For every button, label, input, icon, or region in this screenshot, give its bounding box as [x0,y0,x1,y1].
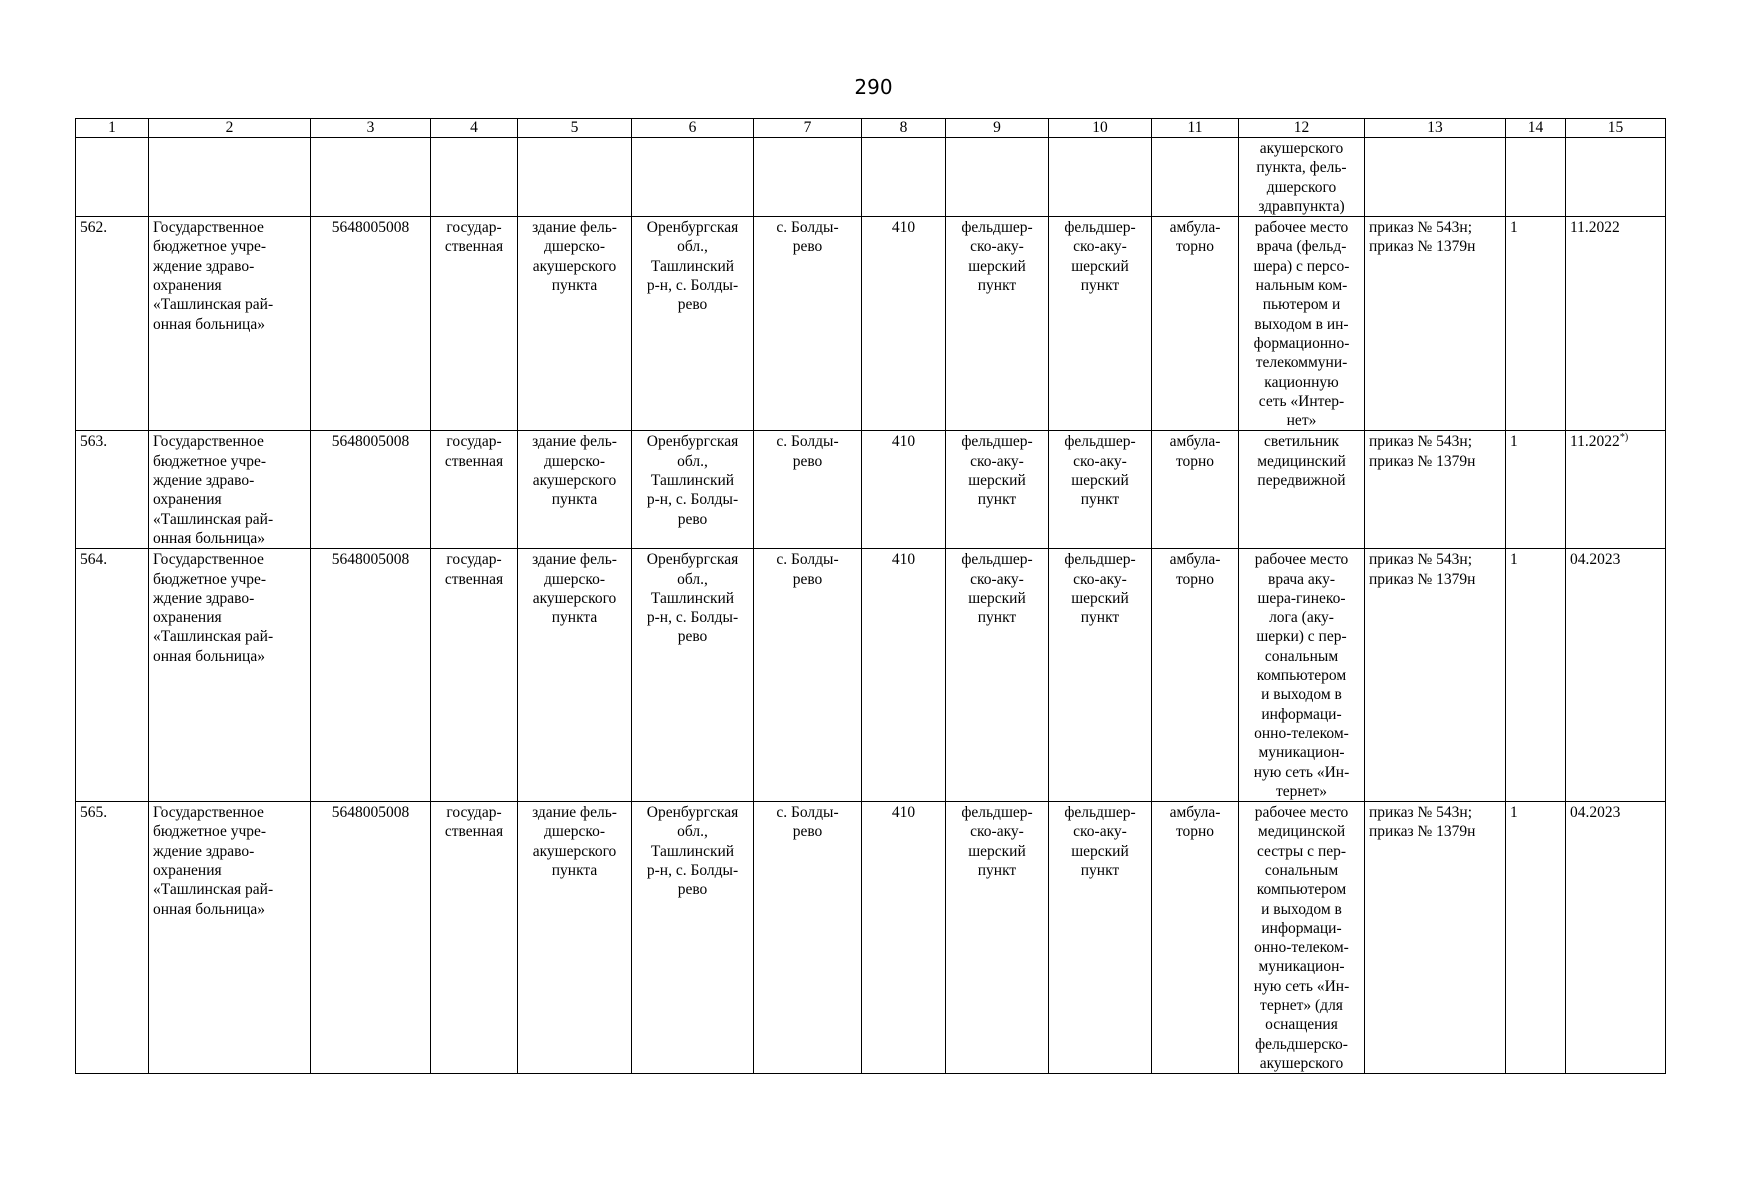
date-value: 11.2022 [1570,433,1620,451]
basis-cell: приказ № 543н; приказ № 1379н [1365,802,1506,1074]
basis-cell: приказ № 543н; приказ № 1379н [1365,549,1506,802]
population-cell: 410 [862,217,946,431]
population-cell: 410 [862,431,946,549]
ownership-cell: государ- ственная [431,802,518,1074]
table-row [76,217,1666,431]
inn-cell: 5648005008 [311,549,431,802]
unit-cell: фельдшер- ско-аку- шерский пункт [1049,217,1152,431]
date-cell [1566,802,1666,1074]
empty-cell [149,138,311,217]
quantity-cell: 1 [1506,217,1566,431]
empty-cell [862,138,946,217]
inn-cell: 5648005008 [311,802,431,1074]
empty-cell [1506,138,1566,217]
settlement-cell: с. Болды- рево [754,802,862,1074]
continuation-row [76,138,1666,217]
quantity-cell: 1 [1506,802,1566,1074]
facility-type-cell: фельдшер- ско-аку- шерский пункт [946,549,1049,802]
empty-cell [76,138,149,217]
equipment-cell: рабочее место врача (фельд- шера) с персо- нальным ком- пьютером и выходом в ин- формационно- телекоммуни- кационную сеть «Интер- нет» [1239,217,1365,431]
empty-cell [1049,138,1152,217]
unit-cell: фельдшер- ско-аку- шерский пункт [1049,802,1152,1074]
building-cell: здание фель- дшерско- акушерского пункта [518,431,632,549]
settlement-cell: с. Болды- рево [754,549,862,802]
row-number-cell: 562. [76,217,149,431]
date-cell [1566,431,1666,549]
column-number: 9 [946,119,1049,138]
date-cell [1566,549,1666,802]
ownership-cell: государ- ственная [431,549,518,802]
building-cell: здание фель- дшерско- акушерского пункта [518,802,632,1074]
care-type-cell: амбула- торно [1152,431,1239,549]
column-number: 12 [1239,119,1365,138]
column-number: 5 [518,119,632,138]
empty-cell [1365,138,1506,217]
address-cell: Оренбургская обл., Ташлинский р-н, с. Болды- рево [632,549,754,802]
equipment-table [75,118,1666,1074]
empty-cell [311,138,431,217]
inn-cell: 5648005008 [311,217,431,431]
table-row [76,802,1666,1074]
date-cell [1566,217,1666,431]
column-number: 7 [754,119,862,138]
column-number: 15 [1566,119,1666,138]
date-value: 11.2022 [1570,219,1620,237]
empty-cell [632,138,754,217]
unit-cell: фельдшер- ско-аку- шерский пункт [1049,549,1152,802]
settlement-cell: с. Болды- рево [754,431,862,549]
equipment-cell: рабочее место врача аку- шера-гинеко- лога (аку- шерки) с пер- сональным компьютером и выходом в информаци- онно-телеком- муникацион- ную сеть «Ин- тернет» [1239,549,1365,802]
date-footnote-mark: *) [1619,432,1629,444]
column-number: 14 [1506,119,1566,138]
row-number-cell: 565. [76,802,149,1074]
table-row [76,431,1666,549]
organization-cell: Государственное бюджетное учре- ждение здраво- охранения «Ташлинская рай- онная больница» [149,802,311,1074]
table-row [76,549,1666,802]
column-number: 4 [431,119,518,138]
ownership-cell: государ- ственная [431,431,518,549]
equipment-cell: акушерского пункта, фель- дшерского здравпункта) [1239,138,1365,217]
facility-type-cell: фельдшер- ско-аку- шерский пункт [946,431,1049,549]
empty-cell [754,138,862,217]
column-number: 8 [862,119,946,138]
building-cell: здание фель- дшерско- акушерского пункта [518,217,632,431]
building-cell: здание фель- дшерско- акушерского пункта [518,549,632,802]
column-number: 13 [1365,119,1506,138]
quantity-cell: 1 [1506,549,1566,802]
page-number: 290 [854,75,893,99]
basis-cell: приказ № 543н; приказ № 1379н [1365,217,1506,431]
row-number-cell: 564. [76,549,149,802]
address-cell: Оренбургская обл., Ташлинский р-н, с. Болды- рево [632,217,754,431]
care-type-cell: амбула- торно [1152,549,1239,802]
address-cell: Оренбургская обл., Ташлинский р-н, с. Болды- рево [632,431,754,549]
organization-cell: Государственное бюджетное учре- ждение здраво- охранения «Ташлинская рай- онная больница» [149,431,311,549]
basis-cell: приказ № 543н; приказ № 1379н [1365,431,1506,549]
date-value: 04.2023 [1570,551,1621,569]
empty-cell [946,138,1049,217]
empty-cell [1152,138,1239,217]
population-cell: 410 [862,802,946,1074]
column-number-row [76,119,1666,138]
column-number: 11 [1152,119,1239,138]
care-type-cell: амбула- торно [1152,217,1239,431]
facility-type-cell: фельдшер- ско-аку- шерский пункт [946,802,1049,1074]
date-value: 04.2023 [1570,804,1621,822]
column-number: 10 [1049,119,1152,138]
column-number: 3 [311,119,431,138]
address-cell: Оренбургская обл., Ташлинский р-н, с. Болды- рево [632,802,754,1074]
ownership-cell: государ- ственная [431,217,518,431]
equipment-cell: светильник медицинский передвижной [1239,431,1365,549]
settlement-cell: с. Болды- рево [754,217,862,431]
column-number: 6 [632,119,754,138]
inn-cell: 5648005008 [311,431,431,549]
facility-type-cell: фельдшер- ско-аку- шерский пункт [946,217,1049,431]
column-number: 1 [76,119,149,138]
empty-cell [431,138,518,217]
empty-cell [1566,138,1666,217]
row-number-cell: 563. [76,431,149,549]
quantity-cell: 1 [1506,431,1566,549]
empty-cell [518,138,632,217]
equipment-cell: рабочее место медицинской сестры с пер- сональным компьютером и выходом в информаци- онно-телеком- муникацион- ную сеть «Ин- тернет» (для оснащения фельдшерско- акушерского [1239,802,1365,1074]
organization-cell: Государственное бюджетное учре- ждение здраво- охранения «Ташлинская рай- онная больница» [149,217,311,431]
care-type-cell: амбула- торно [1152,802,1239,1074]
column-number: 2 [149,119,311,138]
population-cell: 410 [862,549,946,802]
unit-cell: фельдшер- ско-аку- шерский пункт [1049,431,1152,549]
organization-cell: Государственное бюджетное учре- ждение здраво- охранения «Ташлинская рай- онная больница» [149,549,311,802]
